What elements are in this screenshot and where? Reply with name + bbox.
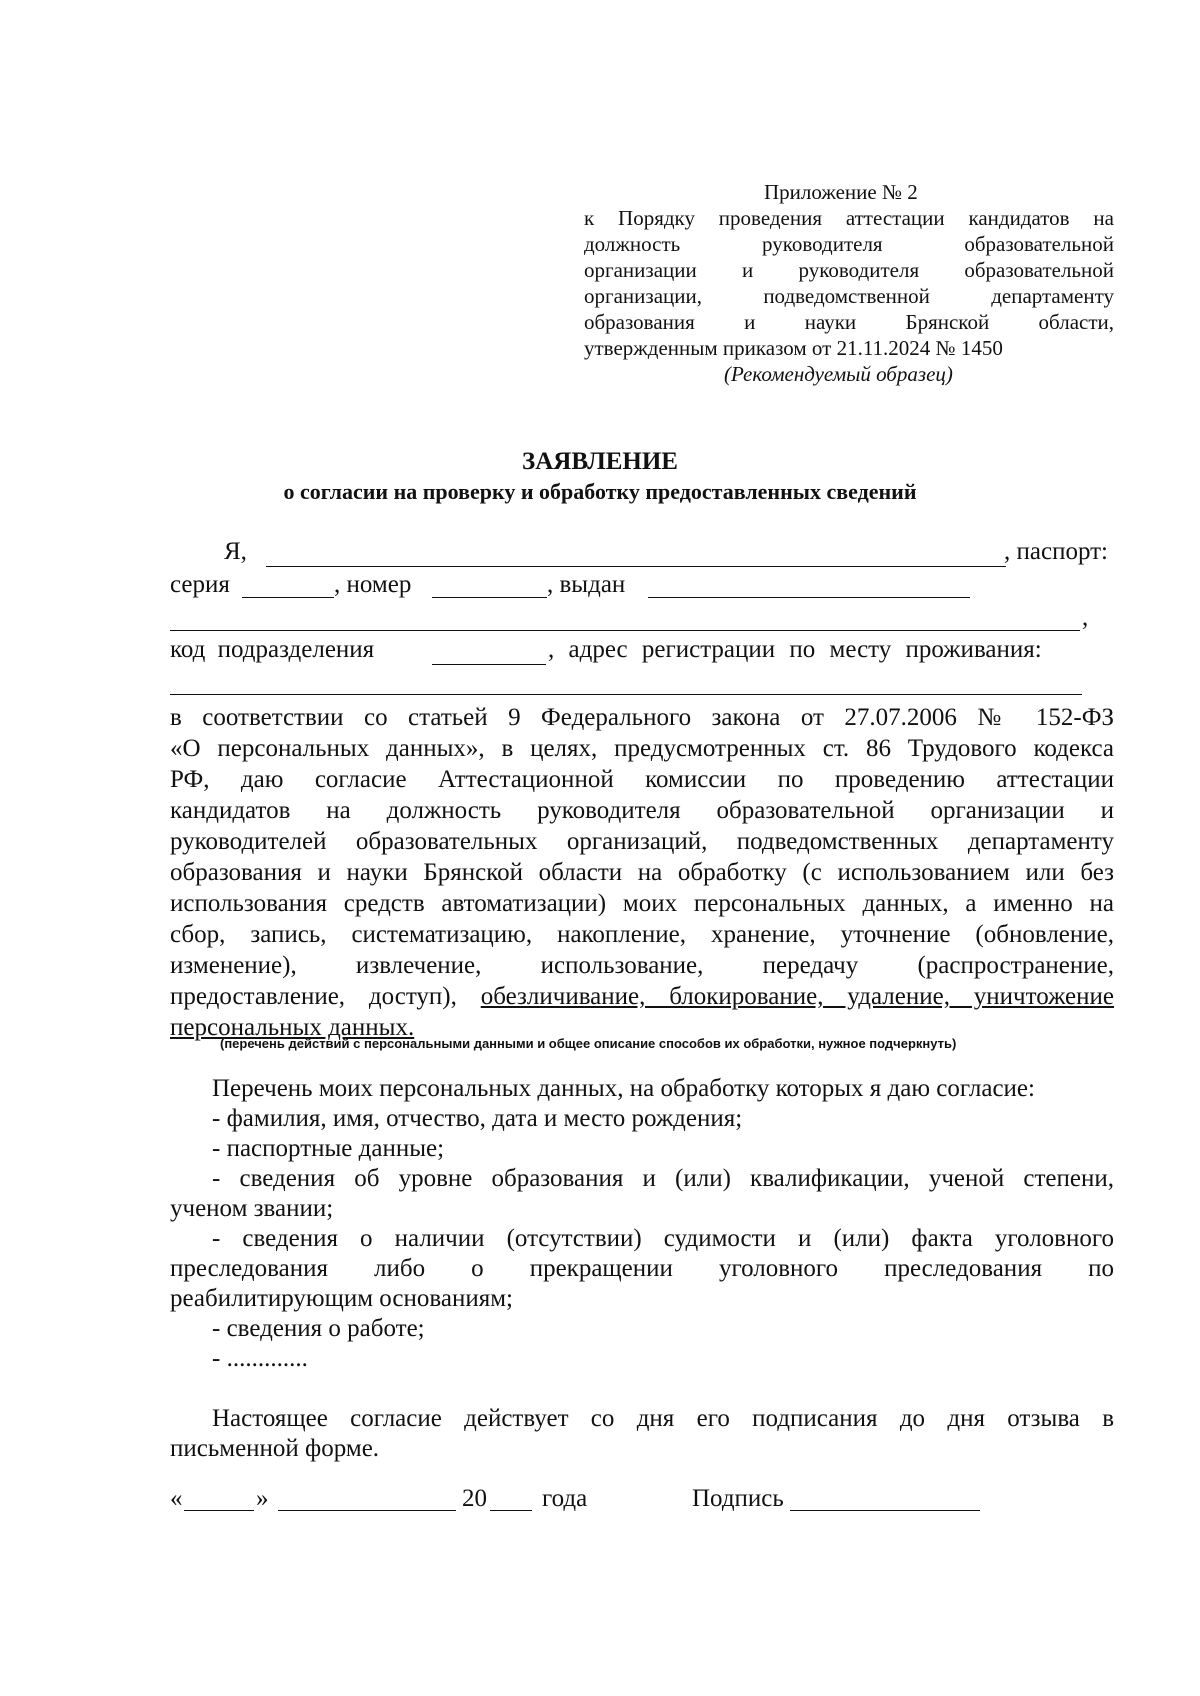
appendix-line: утвержденным приказом от 21.11.2024 № 1450 xyxy=(584,336,1003,360)
signature-label: Подпись xyxy=(692,1485,784,1512)
appendix-line: должность руководителя образовательной xyxy=(584,232,1114,256)
appendix-line: к Порядку проведения аттестации кандидатов на xyxy=(584,206,1114,230)
personal-data-list xyxy=(170,1074,1114,1374)
address-field-line[interactable] xyxy=(170,694,1082,695)
consent-line: образования и науки Брянской области на обработку (с использованием или без xyxy=(170,859,1114,886)
number-field-line[interactable] xyxy=(432,597,547,598)
form-issued-label: , выдан xyxy=(547,571,626,598)
list-item-continued: преследования либо о прекращении уголовного преследования по xyxy=(170,1255,1114,1282)
list-item: - ............. xyxy=(212,1345,308,1372)
validity-line: письменной форме. xyxy=(170,1435,380,1462)
signature-field-line[interactable] xyxy=(790,1510,980,1511)
list-item: - фамилия, имя, отчество, дата и место рождения; xyxy=(212,1105,743,1132)
form-series-label: серия xyxy=(170,571,230,598)
series-field-line[interactable] xyxy=(242,597,334,598)
date-month-field-line[interactable] xyxy=(278,1510,456,1511)
consent-line: изменение), извлечение, использование, передачу (распространение, xyxy=(170,952,1114,979)
appendix-line: образования и науки Брянской области, xyxy=(584,310,1114,334)
appendix-line: организации, подведомственной департаменту xyxy=(584,284,1114,308)
form-comma: , xyxy=(1082,604,1089,631)
issued-by-field-line[interactable] xyxy=(648,597,970,598)
consent-paragraph xyxy=(170,702,1114,1043)
consent-line: сбор, запись, систематизацию, накопление, хранение, уточнение (обновление, xyxy=(170,921,1114,948)
list-intro: Перечень моих персональных данных, на обработку которых я даю согласие: xyxy=(212,1075,1035,1102)
appendix-line: организации и руководителя образовательной xyxy=(584,258,1114,282)
form-i-label: Я, xyxy=(224,538,247,565)
consent-caption: (перечень действий с персональными данными и общее описание способов их обработки, нужное подчеркнуть) xyxy=(220,1036,957,1051)
validity-paragraph xyxy=(170,1404,1114,1464)
form-address-label: , адрес регистрации по месту проживания: xyxy=(548,636,1042,663)
issued-by-continued-line[interactable] xyxy=(170,630,1080,631)
consent-line: РФ, даю согласие Аттестационной комиссии по проведению аттестации xyxy=(170,766,1114,793)
form-code-label: код подразделения xyxy=(170,636,375,663)
date-year-suffix: года xyxy=(542,1485,588,1512)
consent-underlined-data: персональных данных. xyxy=(170,1014,415,1041)
unit-code-field-line[interactable] xyxy=(432,664,546,665)
form-passport-label: , паспорт: xyxy=(1004,538,1108,565)
consent-line xyxy=(170,981,1114,1012)
date-quote-open: « xyxy=(170,1485,183,1512)
appendix-note: (Рекомендуемый образец) xyxy=(724,362,953,386)
form-number-label: , номер xyxy=(334,571,412,598)
consent-line: в соответствии со статьей 9 Федерального закона от 27.07.2006 № 152-ФЗ xyxy=(170,704,1114,731)
document-title: ЗАЯВЛЕНИЕ xyxy=(522,448,678,475)
validity-line: Настоящее согласие действует со дня его подписания до дня отзыва в xyxy=(212,1405,1114,1432)
full-name-field-line[interactable] xyxy=(266,566,1006,567)
list-item-continued: ученом звании; xyxy=(170,1195,334,1222)
date-day-field-line[interactable] xyxy=(184,1510,254,1511)
list-item: - паспортные данные; xyxy=(212,1135,445,1162)
consent-plain-text: предоставление, доступ), xyxy=(170,983,481,1010)
list-item: - сведения о наличии (отсутствии) судимости и (или) факта уголовного xyxy=(212,1225,1114,1252)
consent-line: использования средств автоматизации) моих персональных данных, а именно на xyxy=(170,890,1114,917)
list-item-continued: реабилитирующим основаниям; xyxy=(170,1285,513,1312)
date-year-field-line[interactable] xyxy=(490,1510,532,1511)
consent-line: «О персональных данных», в целях, предусмотренных ст. 86 Трудового кодекса xyxy=(170,735,1114,762)
document-subtitle: о согласии на проверку и обработку предоставленных сведений xyxy=(283,479,917,504)
consent-line: руководителей образовательных организаций, подведомственных департаменту xyxy=(170,828,1114,855)
list-item: - сведения об уровне образования и (или) квалификации, ученой степени, xyxy=(212,1165,1114,1192)
appendix-block xyxy=(584,179,1114,387)
consent-underlined-actions: обезличивание, блокирование, удаление, уничтожение xyxy=(480,983,1114,1010)
date-quote-close: » xyxy=(256,1485,269,1512)
list-item: - сведения о работе; xyxy=(212,1315,425,1342)
appendix-title: Приложение № 2 xyxy=(764,180,918,204)
consent-line: кандидатов на должность руководителя образовательной организации и xyxy=(170,797,1114,824)
date-year-prefix: 20 xyxy=(462,1485,487,1512)
